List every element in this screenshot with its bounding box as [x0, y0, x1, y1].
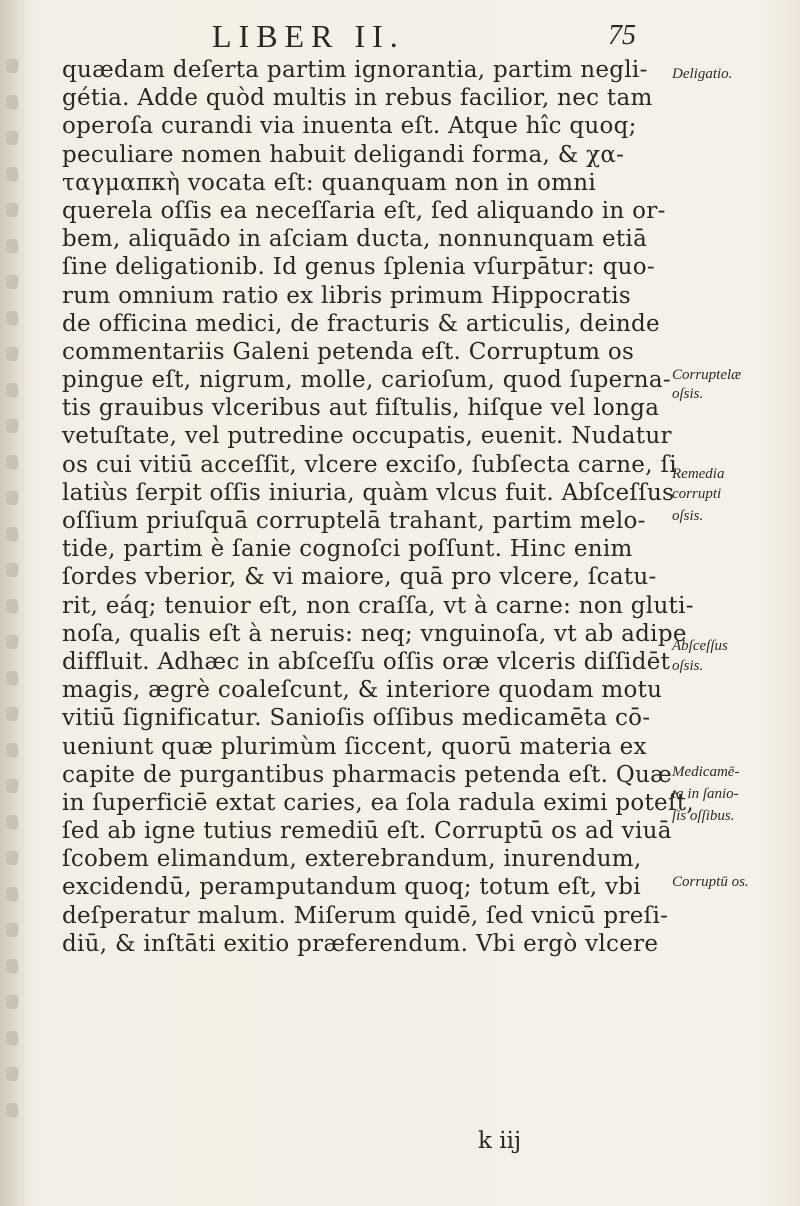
running-head-title: LIBER II.: [212, 18, 405, 54]
text-line: ταγμαπκὴ vocata eſt: quanquam non in omni: [62, 169, 597, 196]
text-line: peculiare nomen habuit deligandi forma, & χα-: [62, 141, 625, 168]
marginal-notes: [672, 56, 797, 1156]
running-head: [0, 18, 800, 58]
edge-shadow: [6, 347, 18, 361]
margin-note: ta in ſanio-: [672, 786, 739, 802]
text-line: ſordes vberior, & vi maiore, quā pro vlcere, ſcatu-: [62, 564, 657, 591]
text-line: deſperatur malum. Miſerum quidē, ſed vnicū preſi-: [62, 902, 669, 929]
edge-shadow: [6, 635, 18, 649]
margin-note: Deligatio.: [672, 66, 733, 82]
margin-note: Medicamē-: [672, 764, 740, 780]
edge-shadow: [6, 779, 18, 793]
text-line: excidendū, peramputandum quoq; totum eſt, vbi: [62, 874, 641, 901]
edge-shadow: [6, 1103, 18, 1117]
margin-note: Corruptelæ: [672, 367, 742, 383]
text-line: quædam deſerta partim ignorantia, partim negli-: [62, 57, 648, 83]
edge-shadow: [6, 995, 18, 1009]
text-line: operoſa curandi via inuenta eſt. Atque hîc quoq;: [62, 113, 637, 140]
text-line: tis grauibus vlceribus aut fiſtulis, hiſque vel longa: [62, 395, 660, 422]
text-line: oſſium priuſquā corruptelā trahant, partim melo-: [62, 508, 646, 534]
edge-shadow: [6, 527, 18, 541]
edge-shadow: [6, 167, 18, 181]
margin-note: Corruptū os.: [672, 874, 749, 890]
text-line: querela oſſis ea neceſſaria eſt, ſed aliquando in or-: [62, 197, 666, 224]
text-line: de officina medici, de fracturis & articulis, deinde: [62, 310, 660, 337]
text-line: bem, aliquādo in aſciam ducta, nonnunquam etiā: [62, 226, 648, 253]
margin-note: oſsis.: [672, 386, 704, 402]
edge-shadow: [6, 851, 18, 865]
edge-shadow: [6, 383, 18, 397]
text-line: ueniunt quæ plurimùm ſiccent, quorū materia ex: [62, 733, 647, 760]
text-line: ſcobem elimandum, exterebrandum, inurendum,: [62, 846, 642, 873]
text-line: gétia. Adde quòd multis in rebus facilior, nec tam: [62, 85, 653, 112]
page-edge-shadows: [4, 55, 20, 1155]
text-line: diū, & inſtāti exitio præferendum. Vbi ergò vlcere: [62, 930, 659, 957]
edge-shadow: [6, 239, 18, 253]
text-line: diffluit. Adhæc in abſceſſu oſſis oræ vlceris diſſidēt: [62, 648, 671, 675]
text-line: commentariis Galeni petenda eſt. Corruptum os: [62, 338, 635, 365]
margin-note: Remedia: [672, 466, 725, 482]
edge-shadow: [6, 455, 18, 469]
edge-shadow: [6, 959, 18, 973]
edge-shadow: [6, 743, 18, 757]
edge-shadow: [6, 815, 18, 829]
margin-note: ſis oſſibus.: [672, 808, 735, 824]
margin-note: oſsis.: [672, 658, 704, 674]
text-line: rit, eáq; tenuior eſt, non craſſa, vt à carne: non gluti-: [62, 592, 694, 619]
edge-shadow: [6, 599, 18, 613]
edge-shadow: [6, 1067, 18, 1081]
text-line: os cui vitiū acceſſit, vlcere exciſo, ſubſecta carne, ſi: [62, 451, 677, 478]
main-text-block: [62, 56, 694, 958]
text-line: magis, ægrè coaleſcunt, & interiore quodam motu: [62, 677, 663, 704]
edge-shadow: [6, 419, 18, 433]
edge-shadow: [6, 671, 18, 685]
text-line: ſed ab igne tutius remediū eſt. Corruptū os ad viuā: [62, 818, 672, 845]
text-line: pingue eſt, nigrum, molle, carioſum, quod ſuperna-: [62, 367, 671, 394]
text-line: ſine deligationib. Id genus ſplenia vſurpātur: quo-: [62, 254, 655, 281]
edge-shadow: [6, 887, 18, 901]
page-number: 75: [608, 20, 636, 51]
text-line: tide, partim è ſanie cognoſci poſſunt. Hinc enim: [62, 536, 633, 563]
text-line: vetuſtate, vel putredine occupatis, euenit. Nudatur: [62, 423, 672, 450]
edge-shadow: [6, 131, 18, 145]
edge-shadow: [6, 923, 18, 937]
margin-note: corrupti: [672, 486, 722, 502]
edge-shadow: [6, 311, 18, 325]
text-line: noſa, qualis eſt à neruis: neq; vnguinoſa, vt ab adipe: [62, 620, 687, 647]
edge-shadow: [6, 707, 18, 721]
margin-note: Abſceſſus: [672, 638, 728, 654]
text-line: in ſuperficiē extat caries, ea ſola radula eximi poteſt,: [62, 789, 694, 816]
edge-shadow: [6, 1031, 18, 1045]
text-line: latiùs ſerpit oſſis iniuria, quàm vlcus fuit. Abſceſſus: [62, 479, 675, 506]
edge-shadow: [6, 563, 18, 577]
edge-shadow: [6, 491, 18, 505]
text-line: rum omnium ratio ex libris primum Hippocratis: [62, 282, 631, 309]
edge-shadow: [6, 203, 18, 217]
signature-catchword: k iij: [478, 1128, 522, 1154]
text-line: vitiū ſignificatur. Sanioſis oſſibus medicamēta cō-: [62, 705, 651, 732]
margin-note: oſsis.: [672, 508, 704, 524]
text-line: capite de purgantibus pharmacis petenda eſt. Quæ: [62, 761, 673, 788]
edge-shadow: [6, 275, 18, 289]
edge-shadow: [6, 95, 18, 109]
edge-shadow: [6, 59, 18, 73]
